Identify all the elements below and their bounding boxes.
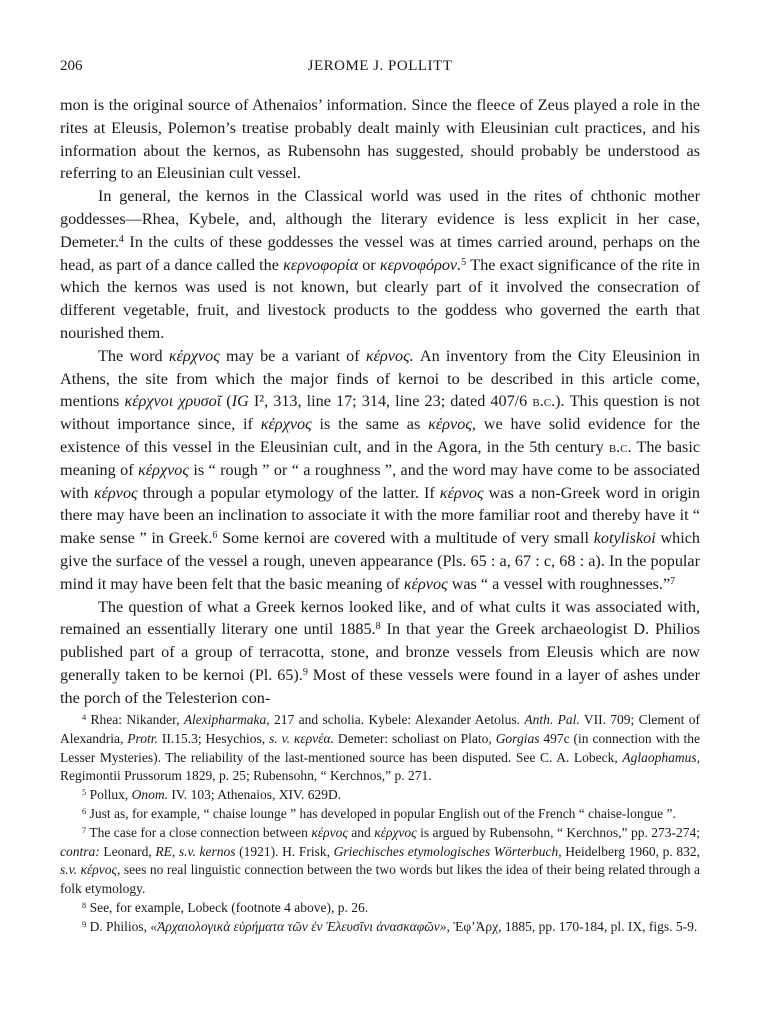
footnote-ref-6[interactable]: 6 [212,530,218,542]
footnote-4 [60,711,700,786]
text-run: In that year the Greek archaeologist D. Philios published part of a group of terracotta, stone, and bronze vessels from Eleusis which are now generally taken to be kernoi (Pl. 65). [60,620,700,684]
greek-term: κερνοφορία [283,255,359,274]
text-run: Demeter: scholiast on Plato, [333,730,496,746]
title-italic: Anth. Pal. [524,712,580,727]
text-run: 497c (in connection with the Lesser Mysteries). The reliability of the last-mentioned source has been disputed. See C. A. Lobeck, [60,730,701,765]
page-number: 206 [60,58,83,74]
text-run: we have solid evidence for the existence of this vessel in the Eleusinian cult, and in the Agora, in the 5th century [60,415,700,456]
text-run: II.15.3; Hesychios, [157,730,270,746]
body-text [60,94,700,710]
text-run: ). This question is not without importance since, if [60,392,700,434]
title-italic: s.v. κέρνος, [60,862,121,878]
text-run: The word [98,346,169,365]
title-italic: Gorgias [495,730,540,746]
title-italic: s. v. κερνέα. [269,730,334,746]
footnote-number: 5 [82,788,87,798]
title-italic: Griechisches etymologisches Wörterbuch, [333,843,562,859]
title-italic: Alexipharmaka, [183,712,270,727]
text-run: I², 313, line 17; 314, line 23; dated 407/6 [248,392,533,411]
footnote-ref-7[interactable]: 7 [670,575,676,587]
text-run: Leonard, [99,843,156,859]
greek-term: κέρχνος [138,460,189,479]
text-run: Ἐφ’Ἀρχ, 1885, pp. 170-184, pl. IX, figs. 5-9. [449,918,698,934]
text-run: An inventory from the City Eleusinion in Athens, the site from which the major finds of kernoi to be described in this article come, mentions [60,346,701,411]
citation-abbrev: IG [231,392,249,411]
footnote-ref-5[interactable]: 5 [461,256,467,268]
era-abbrev: b.c. [608,437,632,456]
greek-term: κέρνος [439,483,484,502]
paragraph-1: mon is the original source of Athenaios’ information. Since the fleece of Zeus played a role in the rites at Eleusis, Polemon’s treatise probably dealt mainly with Eleusinian cult practices, and his information about the kernos, as Rubensohn has suggested, should probably be understood as referring to an Eleusinian cult vessel. [60,96,700,183]
text-run: may be a variant of [219,346,366,365]
title-italic: «Ἀρχαιολογικὰ εὑρήματα τῶν ἐν Ἐλευσῖνι ἀνασκαφῶν», [150,918,450,934]
title-italic: RE, s.v. kernos [155,843,236,859]
greek-term: κέρχνος [260,415,312,434]
greek-term: κέρχνος [374,824,417,840]
greek-term: κέρνος. [365,346,414,365]
text-run: is the same as [311,415,429,434]
text-run: was a non-Greek word in origin there may have been an inclination to associate it with the more familiar root and thereby have it “ make sense ” in Greek. [60,483,700,548]
era-abbrev: b.c. [532,392,556,411]
text-run: Some kernoi are covered with a multitude of very small [217,529,594,548]
page-header [60,58,700,82]
term-kotyliskoi: kotyliskoi [593,529,656,548]
text-run: sees no real linguistic connection between the two words but likes the idea of their being related through a folk etymology. [60,862,700,897]
footnotes [60,711,700,937]
text-run: VII. 709; Clement of Alexandria, [60,712,700,746]
title-italic: contra: [60,843,100,859]
footnote-number: 9 [82,919,87,929]
footnote-6 [60,805,700,824]
text-run: The question of what a Greek kernos looked like, and of what cults it was associated with, remained an essentially literary one until 1885. [60,597,700,639]
text-run: ( [221,392,232,411]
footnote-7 [60,824,700,899]
greek-term: κέρνος [403,574,448,593]
greek-term: κερνοφόρον. [379,255,462,274]
footnote-ref-4[interactable]: 4 [118,233,124,245]
title-italic: Protr. [127,730,158,746]
text-run: was “ a vessel with roughnesses.” [447,574,671,593]
paragraph-4 [60,596,700,710]
text-run: The basic meaning of [60,437,701,479]
title-italic: Onom. [131,787,168,803]
footnote-8 [60,899,700,918]
text-run: Rhea: Nikander, [86,712,184,727]
text-run: In the cults of these goddesses the vessel was at times carried around, perhaps on the head, as part of a dance called the [60,232,700,274]
greek-term: κέρνος, [428,415,476,434]
paragraph-3 [60,345,700,596]
text-run: Heidelberg 1960, p. 832, [561,843,701,859]
text-run: The case for a close connection between [86,824,312,840]
footnote-number: 7 [82,825,87,835]
footnote-number: 4 [82,712,87,722]
footnote-ref-8[interactable]: 8 [375,621,381,633]
footnote-5 [60,786,700,805]
text-run: IV. 103; Athenaios, XIV. 629D. [167,787,342,803]
greek-term: κέρνος [311,824,348,840]
paragraph-2 [60,185,700,345]
text-run: is “ rough ” or “ a roughness ”, and the word may have come to be associated with [60,460,701,502]
text-run: which give the surface of the vessel a rough, uneven appearance (Pls. 65 : a, 67 : c, 68 : a). In the popular mind it may have been felt that the basic meaning of [60,529,701,593]
text-run: Most of these vessels were found in a layer of ashes under the porch of the Telesterion con- [60,665,700,707]
text-run: Regimontii Prussorum 1829, p. 25; Rubensohn, “ Kerchnos,” p. 271. [60,768,432,784]
text-run: (1921). H. Frisk, [235,843,334,859]
text-run: and [347,824,375,840]
text-run: is argued by Rubensohn, “ Kerchnos,” pp. 273-274; [416,824,700,840]
text-run: Just as, for example, “ chaise lounge ” has developed in popular English out of the French “ chaise-longue ”. [86,805,676,821]
text-run: through a popular etymology of the latter. If [137,483,440,502]
greek-term: κέρνος [93,483,138,502]
footnote-9 [60,918,700,937]
footnote-ref-9[interactable]: 9 [302,666,308,678]
text-run: or [358,255,380,274]
title-italic: Aglaophamus, [622,749,700,765]
greek-term: κέρχνοι χρυσοῖ [124,392,222,411]
text-run: See, for example, Lobeck (footnote 4 above), p. 26. [86,899,369,915]
text-run: The exact significance of the rite in which the kernos was used is not known, but clearly part of it involved the consecration of different vegetable, fruit, and livestock products to the goddess who governed the earth that nourished them. [60,255,700,342]
footnote-number: 6 [82,806,87,816]
text-run: D. Philios, [86,918,151,934]
text-run: 217 and scholia. Kybele: Alexander Aetolus. [269,712,525,727]
running-head: JEROME J. POLLITT [307,58,453,74]
text-run: In general, the kernos in the Classical world was used in the rites of chthonic mother goddesses—Rhea, Kybele, and, although the literary evidence is less explicit in her case, Demeter. [60,187,700,251]
footnote-number: 8 [82,900,87,910]
text-run: Pollux, [86,787,132,803]
greek-term: κέρχνος [168,346,220,365]
